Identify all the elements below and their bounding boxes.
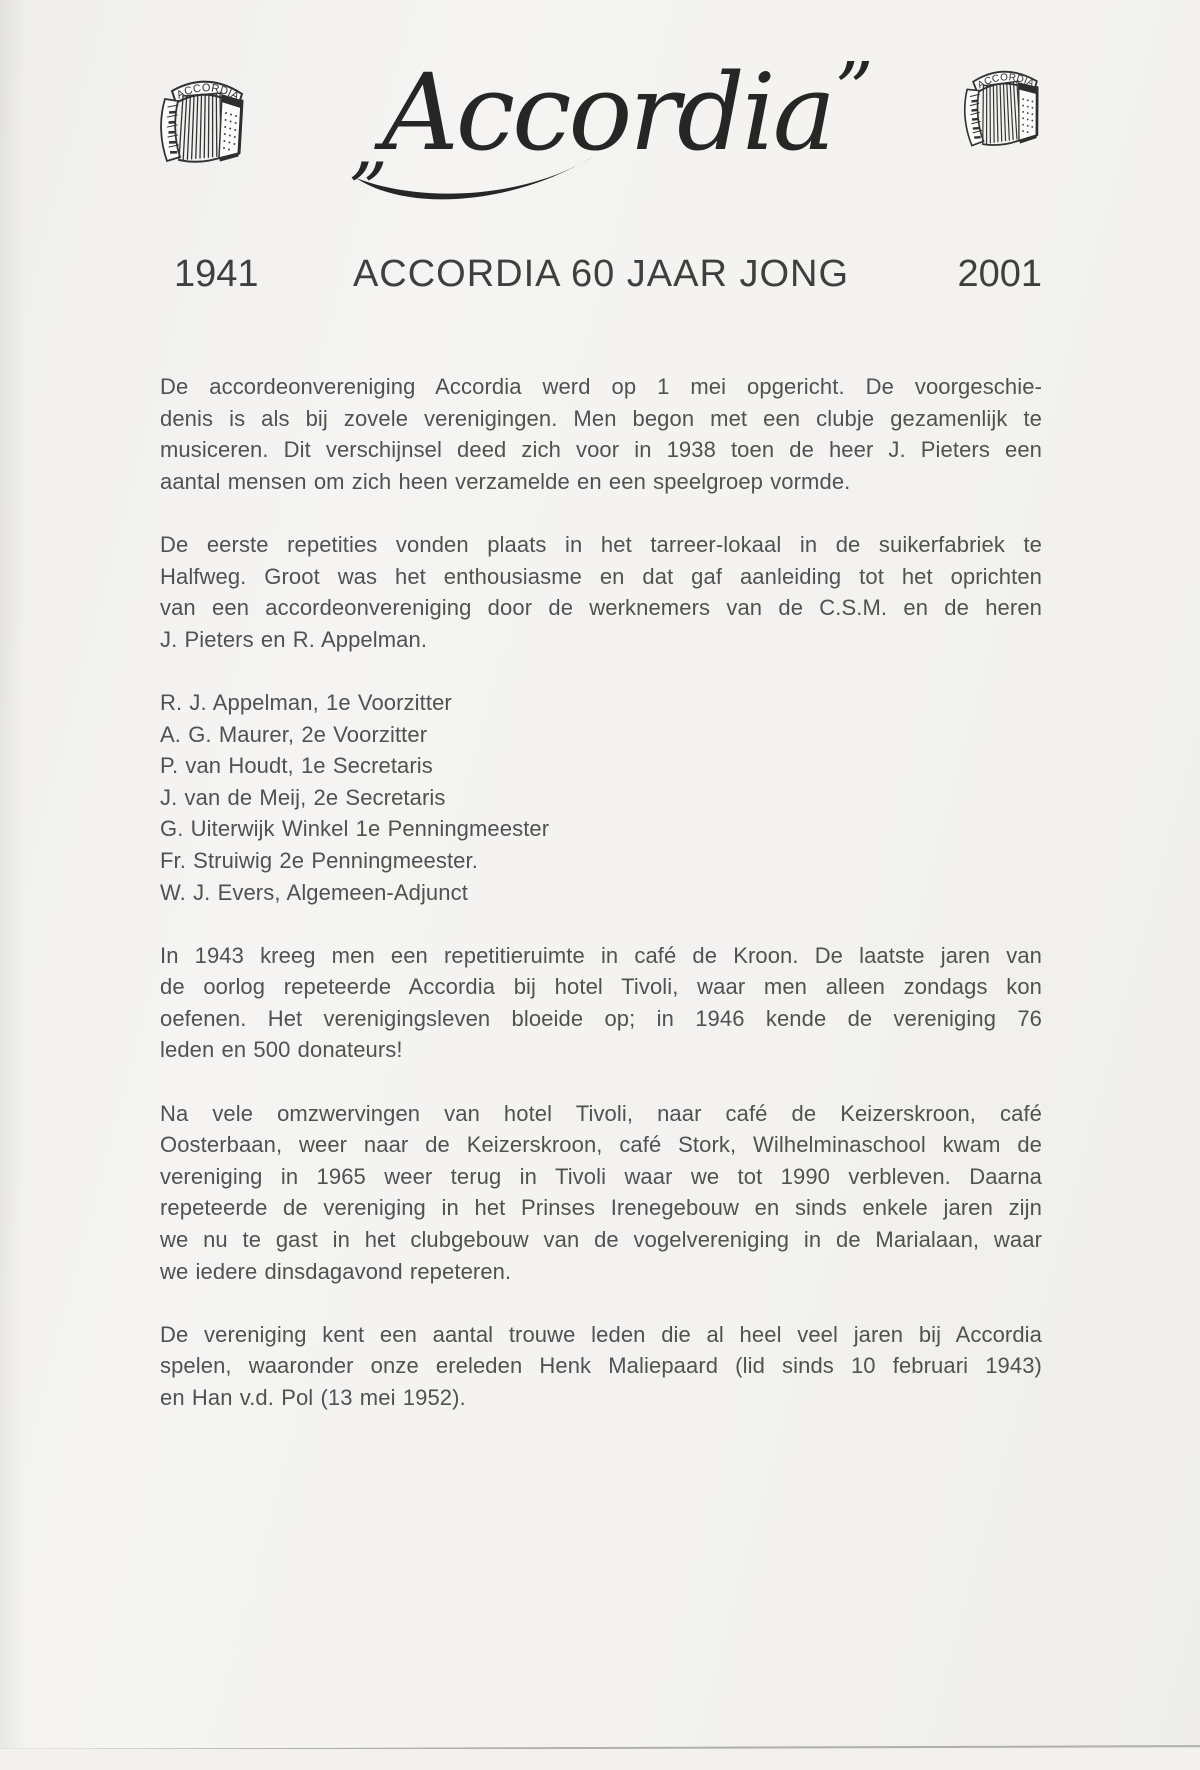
text-line: Na vele omzwervingen van hotel Tivoli, naar café de Keizerskroon, café (160, 1100, 1042, 1126)
officer-line: P. van Houdt, 1e Secretaris (160, 753, 433, 779)
script-swash-flourish (352, 150, 602, 210)
text-line: spelen, waaronder onze ereleden Henk Maliepaard (lid sinds 10 februari 1943) (160, 1353, 1042, 1379)
year-founded: 1941 (174, 253, 259, 295)
text-line: De eerste repetities vonden plaats in het tarreer-lokaal in de suikerfabriek te (160, 531, 1042, 557)
paragraph (160, 1098, 1042, 1288)
paragraph (160, 529, 1042, 655)
officer-line: W. J. Evers, Algemeen-Adjunct (160, 879, 468, 905)
script-title-word: Accordia (382, 51, 833, 174)
text-line: leden en 500 donateurs! (160, 1037, 403, 1063)
title-row (160, 250, 1042, 300)
officer-line: A. G. Maurer, 2e Voorzitter (160, 721, 428, 747)
text-line: oefenen. Het verenigingsleven bloeide op; in 1946 kende de vereniging 76 (160, 1005, 1042, 1031)
body-column (160, 371, 1042, 1414)
officer-line: R. J. Appelman, 1e Voorzitter (160, 689, 452, 715)
text-line: van een accordeonvereniging door de werknemers van de C.S.M. en de heren (160, 595, 1042, 621)
officer-line: Fr. Struiwig 2e Penningmeester. (160, 847, 478, 873)
scan-below-edge (0, 1749, 1200, 1770)
text-line: musiceren. Dit verschijnsel deed zich voor in 1938 toen de heer J. Pieters een (160, 437, 1042, 463)
accordion-logo-left-icon (152, 58, 262, 170)
text-line: en Han v.d. Pol (13 mei 1952). (160, 1385, 466, 1410)
paragraph (160, 1319, 1042, 1414)
open-quote: „ (349, 99, 387, 189)
text-line: Oosterbaan, weer naar de Keizerskroon, café Stork, Wilhelminaschool kwam de (160, 1132, 1042, 1158)
officers-list (160, 687, 1042, 908)
text-line: Halfweg. Groot was het enthousiasme en dat gaf aanleiding tot het oprichten (160, 563, 1042, 589)
close-quote: ” (834, 45, 871, 135)
text-line: repeteerde de vereniging in het Prinses Irenegebouw en sinds enkele jaren zijn (160, 1195, 1042, 1221)
text-line: De vereniging kent een aantal trouwe leden die al heel veel jaren bij Accordia (160, 1321, 1042, 1347)
text-line: denis is als bij zovele verenigingen. Men begon met een clubje gezamenlijk te (160, 405, 1042, 431)
accordion-logo-right-icon (953, 47, 1058, 154)
text-line: In 1943 kreeg men een repetitieruimte in café de Kroon. De laatste jaren van (160, 942, 1042, 968)
paragraph (160, 371, 1042, 497)
text-line: De accordeonvereniging Accordia werd op 1 mei opgericht. De voorgeschie- (160, 374, 1042, 399)
paragraph (160, 940, 1042, 1066)
text-line: aantal mensen om zich heen verzamelde en een speelgroep vormde. (160, 468, 851, 494)
text-line: we iedere dinsdagavond repeteren. (160, 1258, 512, 1284)
text-line: J. Pieters en R. Appelman. (160, 626, 428, 652)
year-anniversary: 2001 (957, 253, 1042, 295)
text-line: vereniging in 1965 weer terug in Tivoli waar we tot 1990 verbleven. Daarna (160, 1163, 1042, 1189)
text-line: we nu te gast in het clubgebouw van de vogelvereniging in de Marialaan, waar (160, 1227, 1042, 1253)
officer-line: G. Uiterwijk Winkel 1e Penningmeester (160, 816, 550, 842)
officer-line: J. van de Meij, 2e Secretaris (160, 784, 446, 810)
page-title: ACCORDIA 60 JAAR JONG (352, 253, 850, 295)
text-line: de oorlog repeteerde Accordia bij hotel Tivoli, waar men alleen zondags kon (160, 974, 1042, 1000)
